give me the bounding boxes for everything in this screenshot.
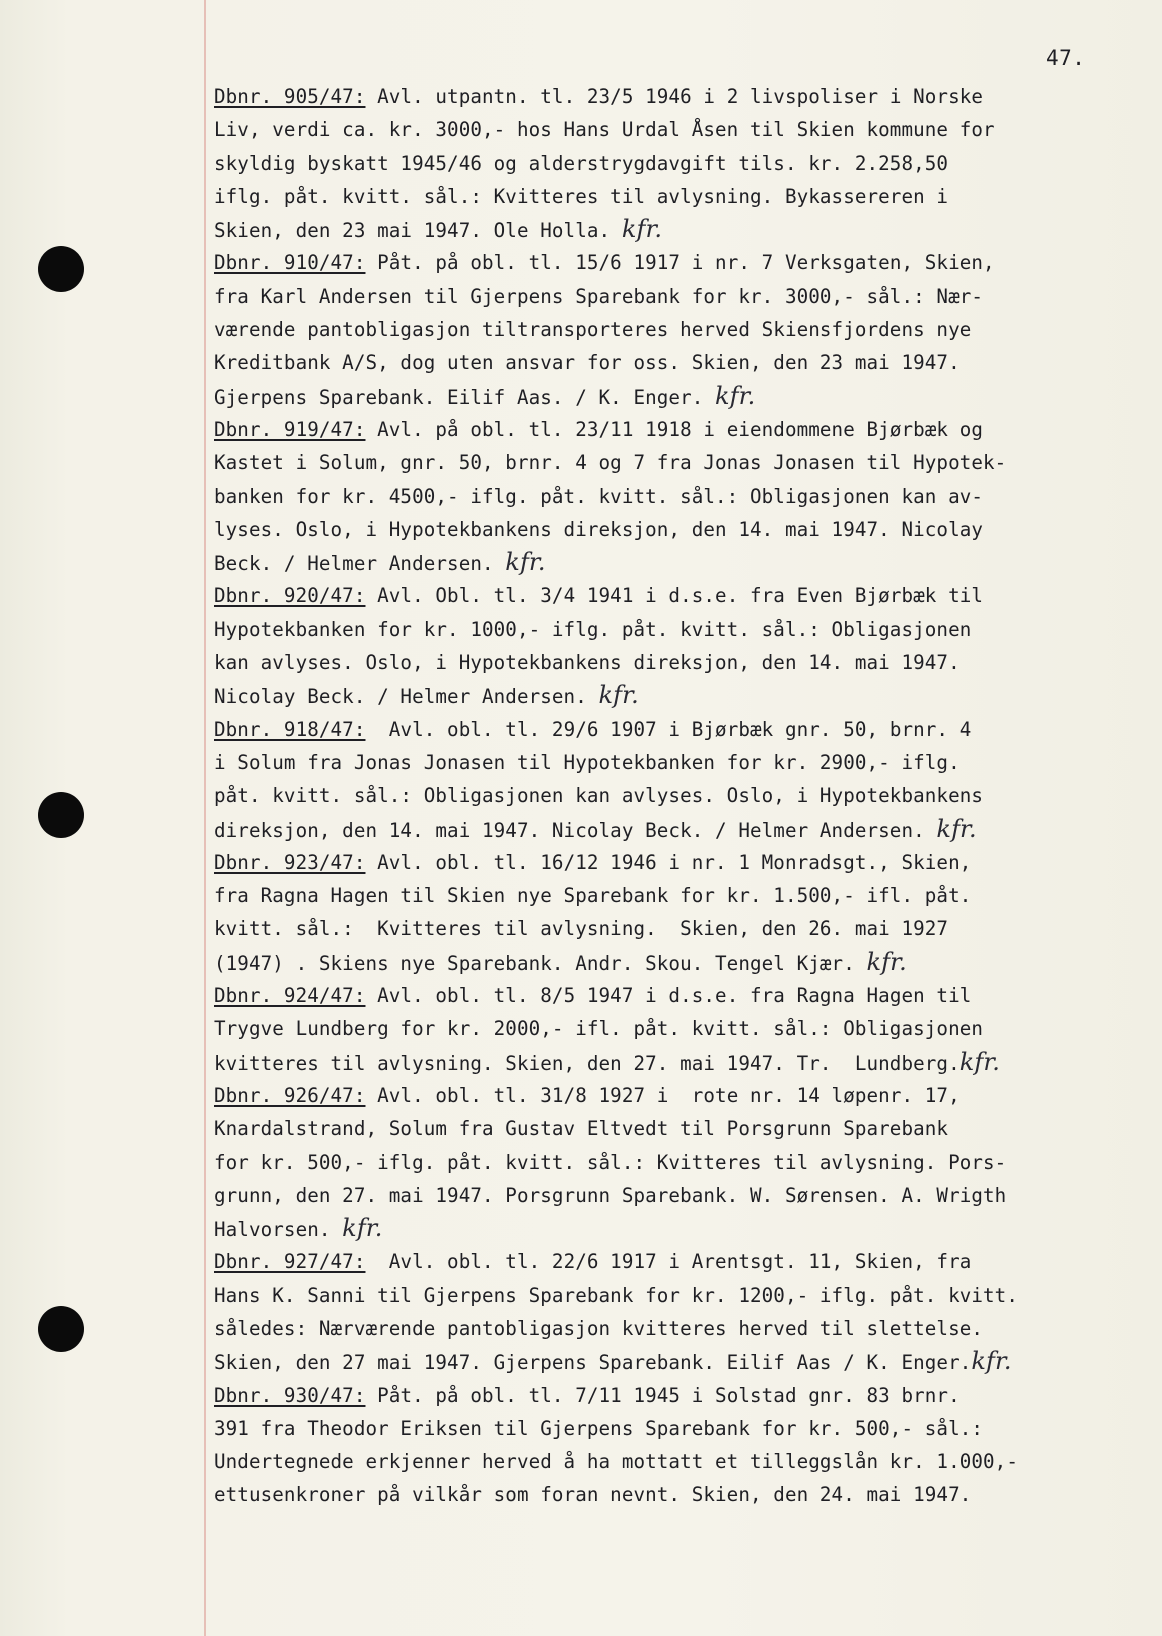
entry-line [214,480,1148,513]
entry-line [214,1312,1148,1345]
entry-line [214,946,1148,979]
entry-text: kvitt. sål.: Kvitteres til avlysning. Skien, den 26. mai 1927 [214,917,949,941]
entry-line [214,313,1148,346]
entry-text: Avl. obl. tl. 29/6 1907 i Bjørbæk gnr. 50, brnr. 4 [365,717,972,741]
entry-line [214,813,1148,846]
entry-line [214,1012,1148,1045]
entry-text: Påt. på obl. tl. 15/6 1917 i nr. 7 Verksgaten, Skien, [365,251,995,275]
entry-text: Undertegnede erkjenner herved å ha mottatt et tilleggslån kr. 1.000,- [214,1450,1018,1474]
entry-line [214,380,1148,413]
entry-number: Dbnr. 919/47: [214,417,366,441]
entry-text: kvitteres til avlysning. Skien, den 27. mai 1947. Tr. Lundberg. [214,1051,960,1075]
entry-list [214,80,1148,1512]
handwritten-initials: kfr. [505,548,546,577]
entry-text: grunn, den 27. mai 1947. Porsgrunn Sparebank. W. Sørensen. A. Wrigth [214,1183,1007,1207]
entry-line [214,180,1148,213]
entry-number: Dbnr. 927/47: [214,1250,366,1274]
entry-number: Dbnr. 926/47: [214,1083,366,1107]
entry-line [214,1445,1148,1478]
entry-line [214,546,1148,579]
entry-text: fra Karl Andersen til Gjerpens Sparebank for kr. 3000,- sål.: Nær- [214,284,984,308]
entry-line [214,613,1148,646]
margin-line [204,0,206,1636]
entry-text: iflg. påt. kvitt. sål.: Kvitteres til avlysning. Bykassereren i [214,184,949,208]
entry-text: i Solum fra Jonas Jonasen til Hypotekbanken for kr. 2900,- iflg. [214,750,960,774]
entry-line [214,979,1148,1012]
entry-line [214,646,1148,679]
handwritten-initials: kfr. [959,1047,1001,1076]
handwritten-initials: kfr. [715,381,756,410]
entry-line [214,1212,1148,1245]
entry-line [214,846,1148,879]
entry-line [214,579,1148,612]
entry-line [214,1412,1148,1445]
entry-text: værende pantobligasjon tiltransporteres herved Skiensfjordens nye [214,318,972,342]
entry-text: (1947) . Skiens nye Sparebank. Andr. Skou. Tengel Kjær. [214,951,867,975]
entry-text: lyses. Oslo, i Hypotekbankens direksjon, den 14. mai 1947. Nicolay [214,517,984,541]
entry-line [214,779,1148,812]
entry-text: Beck. / Helmer Andersen. [214,552,506,576]
handwritten-initials: kfr. [866,947,907,976]
entry-line [214,912,1148,945]
entry-line [214,80,1148,113]
handwritten-initials: kfr. [971,1347,1012,1376]
entry-number: Dbnr. 910/47: [214,251,366,275]
entry-line [214,346,1148,379]
entry-text: Avl. Obl. tl. 3/4 1941 i d.s.e. fra Even Bjørbæk til [365,584,984,608]
entry-number: Dbnr. 905/47: [214,85,366,108]
entry-number: Dbnr. 920/47: [214,584,366,608]
entry-line [214,147,1148,180]
entry-text: Hans K. Sanni til Gjerpens Sparebank for kr. 1200,- iflg. påt. kvitt. [214,1283,1018,1307]
entry-line [214,1046,1148,1079]
entry-line [214,713,1148,746]
entry-text: Avl. på obl. tl. 23/11 1918 i eiendommene Bjørbæk og [365,417,984,441]
entry-text: Avl. utpantn. tl. 23/5 1946 i 2 livspoliser i Norske [365,85,984,108]
entry-text: ettusenkroner på vilkår som foran nevnt. Skien, den 24. mai 1947. [214,1483,972,1507]
entry-line [214,1379,1148,1412]
entry-text: 391 fra Theodor Eriksen til Gjerpens Sparebank for kr. 500,- sål.: [214,1416,984,1440]
entry-line [214,246,1148,279]
entry-number: Dbnr. 923/47: [214,850,366,874]
entry-text: Liv, verdi ca. kr. 3000,- hos Hans Urdal Åsen til Skien kommune for [214,118,995,142]
page-number: 47. [1046,46,1086,70]
entry-text: fra Ragna Hagen til Skien nye Sparebank for kr. 1.500,- ifl. påt. [214,884,972,908]
entry-line [214,1079,1148,1112]
handwritten-initials: kfr. [621,215,663,244]
entry-text: for kr. 500,- iflg. påt. kvitt. sål.: Kvitteres til avlysning. Pors- [214,1150,1007,1174]
entry-text: Kreditbank A/S, dog uten ansvar for oss. Skien, den 23 mai 1947. [214,351,960,375]
entry-text: Hypotekbanken for kr. 1000,- iflg. påt. kvitt. sål.: Obligasjonen [214,617,972,641]
entry-line [214,113,1148,146]
entry-line [214,413,1148,446]
entry-text: Nicolay Beck. / Helmer Andersen. [214,685,599,709]
entry-text: Avl. obl. tl. 16/12 1946 i nr. 1 Monradsgt., Skien, [365,850,972,874]
entry-number: Dbnr. 918/47: [214,717,366,741]
handwritten-initials: kfr. [342,1214,383,1243]
entry-text: Kastet i Solum, gnr. 50, brnr. 4 og 7 fra Jonas Jonasen til Hypotek- [214,451,1007,475]
entry-text: skyldig byskatt 1945/46 og alderstrygdavgift tils. kr. 2.258,50 [214,151,949,175]
entry-text: Skien, den 27 mai 1947. Gjerpens Sparebank. Eilif Aas / K. Enger. [214,1351,972,1375]
entry-text: Halvorsen. [214,1218,343,1242]
entry-line [214,1279,1148,1312]
entry-line [214,1345,1148,1378]
handwritten-initials: kfr. [598,681,639,710]
entry-number: Dbnr. 924/47: [214,984,366,1008]
entry-text: Avl. obl. tl. 8/5 1947 i d.s.e. fra Ragna Hagen til [365,984,972,1008]
entry-line [214,1146,1148,1179]
entry-line [214,1112,1148,1145]
entry-text: Trygve Lundberg for kr. 2000,- ifl. påt. kvitt. sål.: Obligasjonen [214,1017,984,1041]
entry-text: påt. kvitt. sål.: Obligasjonen kan avlyses. Oslo, i Hypotekbankens [214,784,984,808]
entry-text: Skien, den 23 mai 1947. Ole Holla. [214,219,622,243]
entry-text: banken for kr. 4500,- iflg. påt. kvitt. sål.: Obligasjonen kan av- [214,484,984,508]
entry-line [214,213,1148,246]
entry-number: Dbnr. 930/47: [214,1383,366,1407]
entry-text: kan avlyses. Oslo, i Hypotekbankens direksjon, den 14. mai 1947. [214,651,960,675]
entry-line [214,1245,1148,1278]
entry-line [214,679,1148,712]
entry-line [214,879,1148,912]
entry-line [214,280,1148,313]
binder-hole [38,246,84,292]
entry-text: således: Nærværende pantobligasjon kvitteres herved til slettelse. [214,1316,984,1340]
entry-line [214,1478,1148,1511]
entry-line [214,513,1148,546]
entry-text: Påt. på obl. tl. 7/11 1945 i Solstad gnr. 83 brnr. [365,1383,960,1407]
entry-line [214,446,1148,479]
binder-hole [38,1306,84,1352]
entry-text: Knardalstrand, Solum fra Gustav Eltvedt til Porsgrunn Sparebank [214,1117,949,1141]
binder-hole [38,792,84,838]
entry-text: direksjon, den 14. mai 1947. Nicolay Beck. / Helmer Andersen. [214,818,937,842]
entry-line [214,746,1148,779]
entry-text: Avl. obl. tl. 31/8 1927 i rote nr. 14 løpenr. 17, [365,1083,960,1107]
handwritten-initials: kfr. [936,814,977,843]
entry-text: Gjerpens Sparebank. Eilif Aas. / K. Enger. [214,385,716,409]
entry-line [214,1179,1148,1212]
entry-text: Avl. obl. tl. 22/6 1917 i Arentsgt. 11, Skien, fra [365,1250,972,1274]
